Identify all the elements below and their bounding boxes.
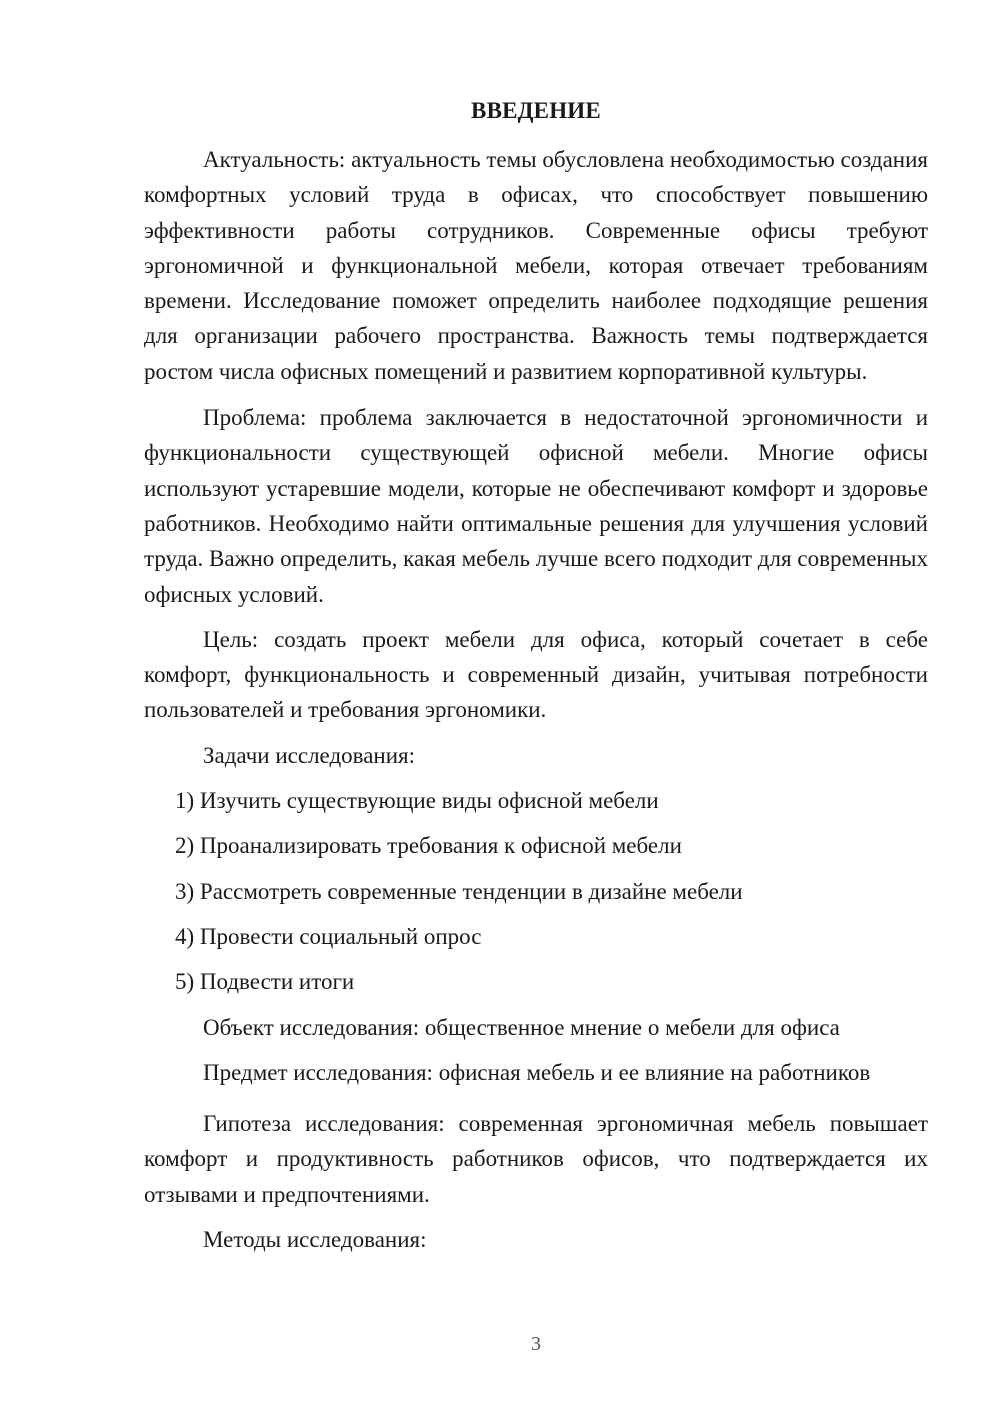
page-number: 3 xyxy=(531,1333,541,1355)
document-body xyxy=(144,142,928,1262)
relevance-paragraph: Актуальность: актуальность темы обусловлена необходимостью создания комфортных условий труда в офисах, что способствует повышению эффективности работы сотрудников. Современные офисы требуют эргономичной и функциональной мебели, которая отвечает требованиям времени. Исследование поможет определить наиболее подходящие решения для организации рабочего пространства. Важность темы подтверждается ростом числа офисных помещений и развитием корпоративной культуры. xyxy=(144,147,929,384)
research-subject: Предмет исследования: офисная мебель и ее влияние на работников xyxy=(203,1059,871,1085)
methods-title: Методы исследования: xyxy=(203,1227,427,1253)
task-item: 3) Рассмотреть современные тенденции в дизайне мебели xyxy=(175,878,743,904)
problem-paragraph: Проблема: проблема заключается в недостаточной эргономичности и функциональности существующей офисной мебели. Многие офисы используют устаревшие модели, которые не обеспечивают комфорт и здоровье работников. Необходимо найти оптимальные решения для улучшения условий труда. Важно определить, какая мебель лучше всего подходит для современных офисных условий. xyxy=(144,405,928,607)
task-item: 5) Подвести итоги xyxy=(175,969,355,995)
hypothesis-paragraph: Гипотеза исследования: современная эргономичная мебель повышает комфорт и продуктивность работников офисов, что подтверждается их отзывами и предпочтениями. xyxy=(144,1111,928,1207)
task-item: 2) Проанализировать требования к офисной мебели xyxy=(175,833,682,859)
task-item: 4) Провести социальный опрос xyxy=(175,923,482,949)
task-item: 1) Изучить существующие виды офисной мебели xyxy=(175,788,659,814)
goal-paragraph: Цель: создать проект мебели для офиса, который сочетает в себе комфорт, функциональность и современный дизайн, учитывая потребности пользователей и требования эргономики. xyxy=(144,626,928,723)
research-object: Объект исследования: общественное мнение о мебели для офиса xyxy=(203,1014,840,1040)
section-heading: ВВЕДЕНИЕ xyxy=(471,98,601,123)
tasks-title: Задачи исследования: xyxy=(203,742,416,768)
